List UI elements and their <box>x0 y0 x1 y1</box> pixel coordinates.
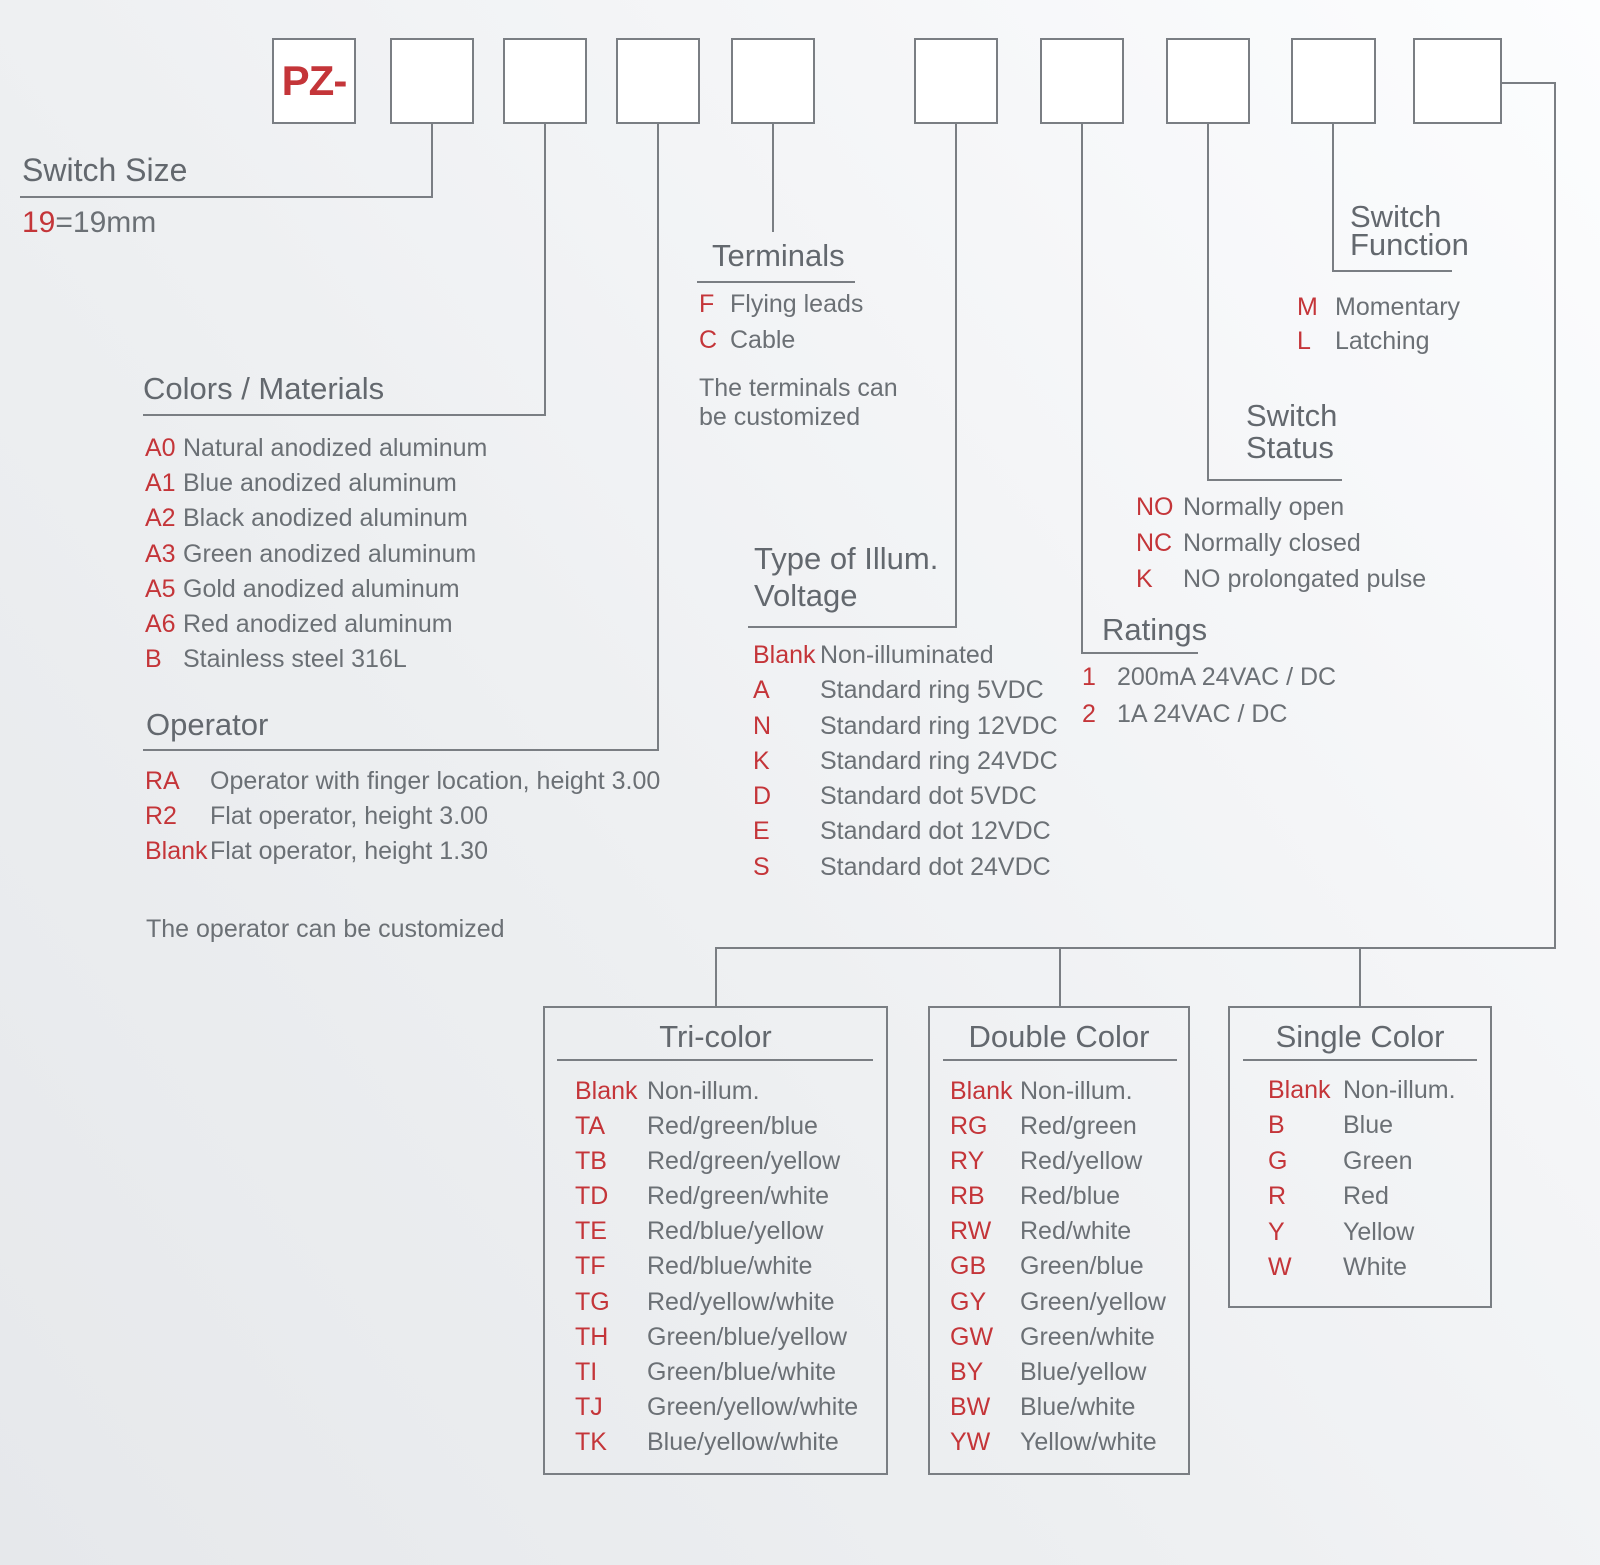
switch-status-title-line1: Switch <box>1246 398 1338 433</box>
list-item <box>753 638 1058 673</box>
list-item <box>575 1285 858 1320</box>
list-item <box>753 814 1058 849</box>
list-item <box>753 850 1058 885</box>
item-code: TG <box>575 1287 610 1316</box>
item-code: A1 <box>145 469 176 498</box>
item-label: Operator with finger location, height 3.00 <box>210 767 661 795</box>
item-label: Black anodized aluminum <box>183 504 468 533</box>
item-label: Red/green/white <box>647 1182 830 1211</box>
list-item <box>1297 324 1460 358</box>
item-code: 2 <box>1082 700 1096 728</box>
tri-color-list <box>575 1074 858 1460</box>
item-label: Flat operator, height 1.30 <box>210 837 488 865</box>
item-code: RY <box>950 1147 985 1176</box>
operator-note: The operator can be customized <box>146 915 505 943</box>
list-item <box>950 1285 1166 1320</box>
list-item <box>145 572 487 607</box>
item-code: GY <box>950 1287 987 1316</box>
item-label: Non-illum. <box>1343 1076 1456 1104</box>
item-label: Flying leads <box>730 290 864 318</box>
list-item <box>575 1355 858 1390</box>
list-item <box>699 287 863 323</box>
item-code: L <box>1297 327 1311 355</box>
ratings-list <box>1082 659 1336 733</box>
item-label: Standard dot 24VDC <box>820 852 1051 881</box>
code-box-switch-status <box>1166 38 1250 124</box>
item-code: RG <box>950 1112 988 1141</box>
item-code: TB <box>575 1147 607 1176</box>
item-label: Green <box>1343 1146 1413 1175</box>
switch-function-list <box>1297 290 1460 358</box>
double-color-list <box>950 1074 1166 1460</box>
list-item <box>575 1074 858 1109</box>
item-code: G <box>1268 1146 1288 1175</box>
item-code: YW <box>950 1427 991 1456</box>
list-item <box>950 1214 1166 1249</box>
switch-function-title-line2: Function <box>1350 227 1469 262</box>
terminals-title: Terminals <box>712 238 845 273</box>
list-item <box>1136 561 1426 597</box>
item-label: 1A 24VAC / DC <box>1117 700 1288 728</box>
item-code: RB <box>950 1182 985 1211</box>
item-code: B <box>145 645 162 674</box>
item-code: TF <box>575 1252 606 1281</box>
list-item <box>950 1320 1166 1355</box>
item-label: Standard dot 12VDC <box>820 817 1051 846</box>
item-label: Standard ring 5VDC <box>820 676 1044 705</box>
item-label: Red/blue/white <box>647 1252 813 1281</box>
code-box-ratings <box>1040 38 1124 124</box>
double-color-title: Double Color <box>968 1019 1150 1054</box>
list-item <box>950 1109 1166 1144</box>
item-code: RA <box>145 767 180 795</box>
list-item <box>575 1249 858 1284</box>
item-code: K <box>1136 565 1153 593</box>
code-box-terminals <box>731 38 815 124</box>
item-label: Natural anodized aluminum <box>183 434 488 462</box>
switch-function-title-line1: Switch <box>1350 199 1442 234</box>
list-item <box>1268 1215 1456 1250</box>
list-item <box>753 673 1058 708</box>
item-label: Red <box>1343 1182 1389 1211</box>
item-label: Green anodized aluminum <box>183 539 477 568</box>
list-item <box>1268 1250 1456 1285</box>
item-label: Non-illuminated <box>820 641 994 669</box>
list-item <box>575 1214 858 1249</box>
item-code: R2 <box>145 802 177 830</box>
item-code: BY <box>950 1357 984 1386</box>
illumination-title-line1: Type of Illum. <box>754 541 939 576</box>
switch-status-title-line2: Status <box>1246 430 1334 465</box>
list-item <box>1136 525 1426 561</box>
item-label: Standard dot 5VDC <box>820 782 1037 811</box>
code-box-operator <box>616 38 700 124</box>
list-item <box>145 764 660 799</box>
item-label: Blue/white <box>1020 1392 1136 1421</box>
item-code: R <box>1268 1182 1287 1211</box>
item-label: Blue <box>1343 1111 1394 1140</box>
list-item <box>575 1179 858 1214</box>
switch-function-title <box>1350 199 1469 262</box>
item-label: Red/green <box>1020 1112 1137 1141</box>
terminals-note <box>699 374 898 432</box>
list-item <box>753 744 1058 779</box>
list-item <box>753 779 1058 814</box>
list-item <box>950 1355 1166 1390</box>
item-label: Cable <box>730 325 796 354</box>
item-label: Gold anodized aluminum <box>183 574 460 603</box>
item-label: Green/blue/white <box>647 1357 837 1386</box>
list-item <box>950 1425 1166 1460</box>
list-item <box>145 834 660 869</box>
item-code: Blank <box>575 1077 638 1105</box>
operator-title: Operator <box>146 707 269 742</box>
item-label: Red anodized aluminum <box>183 610 453 639</box>
item-label: Non-illum. <box>1020 1077 1133 1105</box>
list-item <box>575 1109 858 1144</box>
list-item <box>145 466 487 501</box>
item-code: NC <box>1136 529 1173 557</box>
illumination-title <box>754 540 938 614</box>
item-label: Red/green/yellow <box>647 1147 841 1176</box>
list-item <box>145 537 487 572</box>
operator-list <box>145 764 660 869</box>
item-code: RW <box>950 1217 992 1246</box>
list-item <box>145 799 660 834</box>
switch-status-title <box>1246 400 1337 464</box>
item-code: TA <box>575 1112 606 1141</box>
item-code: TK <box>575 1427 607 1456</box>
item-code: S <box>753 852 770 881</box>
item-code: A3 <box>145 539 176 568</box>
item-label: Red/blue <box>1020 1182 1121 1211</box>
list-item <box>575 1144 858 1179</box>
list-item <box>950 1144 1166 1179</box>
list-item <box>950 1390 1166 1425</box>
ratings-title: Ratings <box>1102 612 1208 647</box>
terminals-list <box>699 287 863 358</box>
list-item <box>145 642 487 677</box>
list-item <box>1082 659 1336 696</box>
item-code: A0 <box>145 434 176 462</box>
list-item <box>950 1179 1166 1214</box>
item-label: Red/white <box>1020 1217 1132 1246</box>
item-label: Blue/yellow/white <box>647 1427 839 1456</box>
list-item <box>575 1390 858 1425</box>
item-label: 200mA 24VAC / DC <box>1117 663 1337 691</box>
item-label: Normally closed <box>1183 529 1361 557</box>
item-label: Flat operator, height 3.00 <box>210 802 488 830</box>
item-label: Non-illum. <box>647 1077 760 1105</box>
item-code: B <box>1268 1111 1285 1140</box>
item-code: GW <box>950 1322 994 1351</box>
code-box-switch-size <box>390 38 474 124</box>
tri-color-title: Tri-color <box>659 1019 772 1054</box>
item-code: A <box>753 676 770 705</box>
illumination-title-line2: Voltage <box>754 578 858 613</box>
terminals-note-line1: The terminals can <box>699 374 898 402</box>
item-label: Yellow <box>1343 1217 1415 1246</box>
item-code: A6 <box>145 610 176 639</box>
item-label: Red/yellow <box>1020 1147 1143 1176</box>
item-code: M <box>1297 293 1318 321</box>
item-code: N <box>753 711 772 740</box>
item-label: Momentary <box>1335 293 1461 321</box>
item-code: D <box>753 782 772 811</box>
list-item <box>950 1074 1166 1109</box>
prefix-box <box>272 38 356 124</box>
item-code: TD <box>575 1182 609 1211</box>
item-code: W <box>1268 1253 1292 1282</box>
illumination-list <box>753 638 1058 885</box>
list-item <box>1082 696 1336 733</box>
item-label: Green/blue <box>1020 1252 1144 1281</box>
item-code: TE <box>575 1217 607 1246</box>
item-label: Red/blue/yellow <box>647 1217 824 1246</box>
item-label: Green/yellow <box>1020 1287 1166 1316</box>
item-code: Y <box>1268 1217 1285 1246</box>
item-code: Blank <box>145 837 208 865</box>
item-code: Blank <box>950 1077 1013 1105</box>
code-box-color-combination <box>1413 38 1502 124</box>
single-color-list <box>1268 1073 1456 1285</box>
item-code: C <box>699 325 718 354</box>
item-label: Green/white <box>1020 1322 1155 1351</box>
item-label: Green/blue/yellow <box>647 1322 848 1351</box>
colors-materials-title: Colors / Materials <box>143 371 385 406</box>
item-label: Stainless steel 316L <box>183 645 407 674</box>
list-item <box>950 1249 1166 1284</box>
code-box-switch-function <box>1291 38 1376 124</box>
item-code: E <box>753 817 770 846</box>
item-label: Blue anodized aluminum <box>183 469 457 498</box>
item-code: A5 <box>145 574 176 603</box>
item-label: Standard ring 24VDC <box>820 746 1058 775</box>
item-label: Latching <box>1335 327 1430 355</box>
list-item <box>575 1425 858 1460</box>
list-item <box>1268 1179 1456 1214</box>
terminals-note-line2: be customized <box>699 403 861 431</box>
item-code: F <box>699 290 715 318</box>
list-item <box>145 431 487 466</box>
list-item <box>145 607 487 642</box>
item-code: A2 <box>145 504 176 533</box>
item-code: BW <box>950 1392 991 1421</box>
item-code: Blank <box>753 641 816 669</box>
item-code: TJ <box>575 1392 603 1421</box>
item-label: Standard ring 12VDC <box>820 711 1058 740</box>
switch-status-list <box>1136 489 1426 597</box>
item-label: Green/yellow/white <box>647 1392 859 1421</box>
item-code: Blank <box>1268 1076 1331 1104</box>
item-code: TH <box>575 1322 609 1351</box>
list-item <box>1136 489 1426 525</box>
item-label: Normally open <box>1183 493 1345 521</box>
prefix-label: PZ- <box>281 57 347 104</box>
list-item <box>1268 1144 1456 1179</box>
item-code: GB <box>950 1252 987 1281</box>
list-item <box>145 501 487 536</box>
single-color-title: Single Color <box>1275 1019 1445 1054</box>
item-code: K <box>753 746 770 775</box>
switch-size-label: =19mm <box>55 206 157 239</box>
list-item <box>1268 1108 1456 1143</box>
item-label: White <box>1343 1253 1407 1282</box>
item-label: Yellow/white <box>1020 1427 1157 1456</box>
item-code: NO <box>1136 493 1174 521</box>
list-item <box>1268 1073 1456 1108</box>
switch-size-code: 19 <box>22 206 56 239</box>
list-item <box>699 323 863 359</box>
list-item <box>575 1320 858 1355</box>
item-label: Red/green/blue <box>647 1112 818 1141</box>
colors-materials-list <box>145 431 487 677</box>
item-code: 1 <box>1082 663 1096 691</box>
code-box-colors-materials <box>503 38 587 124</box>
code-box-illumination <box>914 38 998 124</box>
item-label: Blue/yellow <box>1020 1357 1147 1386</box>
list-item <box>1297 290 1460 324</box>
item-label: NO prolongated pulse <box>1183 565 1427 593</box>
list-item <box>753 709 1058 744</box>
switch-size-title: Switch Size <box>22 152 188 188</box>
switch-size-value <box>22 206 156 240</box>
item-code: TI <box>575 1357 598 1386</box>
item-label: Red/yellow/white <box>647 1287 835 1316</box>
